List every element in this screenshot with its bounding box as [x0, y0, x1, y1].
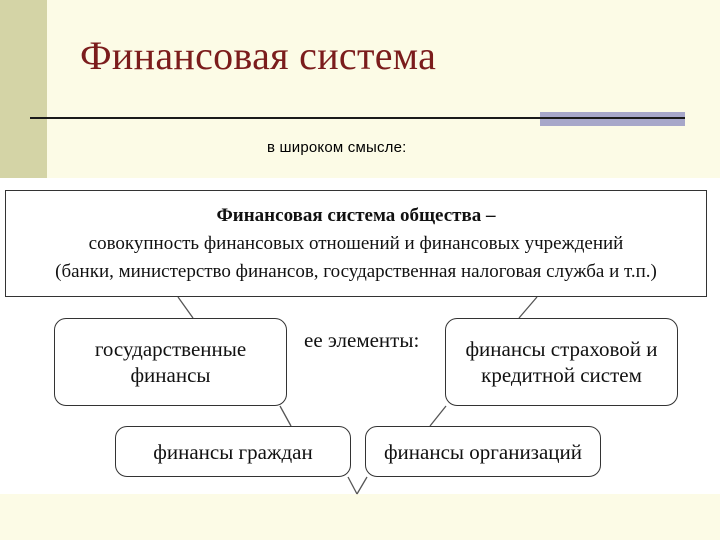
node-insurance-credit-finance: [445, 318, 678, 406]
slide-subtitle: в широком смысле:: [267, 139, 407, 156]
node-label: финансы организаций: [383, 439, 583, 464]
node-organizations-finance: [365, 426, 601, 477]
connector-left-upper: [178, 297, 193, 318]
elements-label: ее элементы:: [304, 328, 420, 352]
node-label: государственные финансы: [94, 337, 247, 387]
connector-bottom-right: [357, 477, 367, 494]
definition-line: совокупность финансовых отношений и финансовых учреждений: [88, 233, 624, 254]
slide-title: Финансовая система: [80, 33, 437, 78]
connector-right-lower: [430, 406, 446, 426]
connector-bottom-left: [348, 477, 357, 494]
connector-right-upper: [519, 297, 537, 318]
node-label: финансы граждан: [153, 439, 313, 464]
node-citizens-finance: [115, 426, 351, 477]
definition-examples: (банки, министерство финансов, государственная налоговая служба и т.п.): [55, 261, 657, 282]
definition-term: Финансовая система общества –: [216, 205, 496, 226]
definition-box: [5, 190, 707, 297]
connector-left-lower: [280, 406, 291, 426]
node-state-finance: [54, 318, 287, 406]
node-label: финансы страховой и кредитной систем: [465, 337, 658, 387]
